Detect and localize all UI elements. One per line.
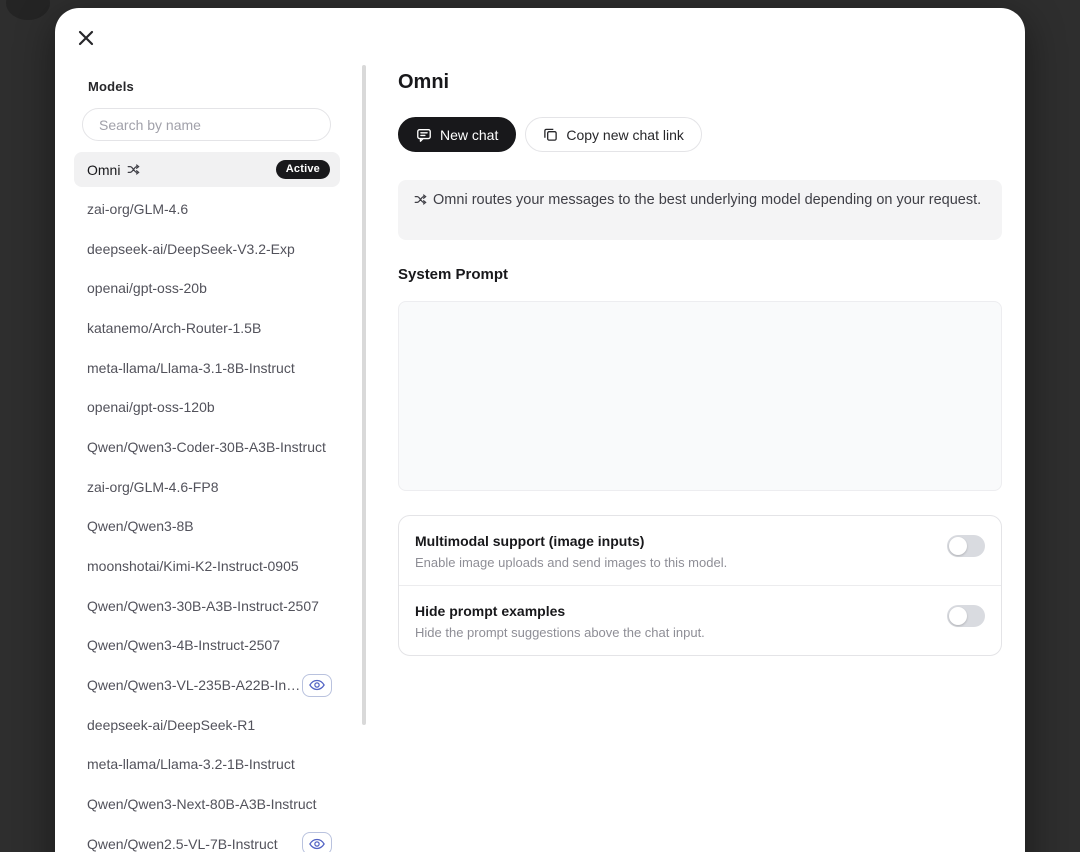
action-buttons: [398, 117, 702, 152]
setting-row-hide-examples: [399, 585, 1001, 655]
list-item[interactable]: [74, 229, 340, 269]
list-item[interactable]: [74, 745, 340, 785]
hide-examples-toggle[interactable]: [947, 605, 985, 627]
toggle-knob: [949, 537, 967, 555]
list-item[interactable]: [74, 268, 340, 308]
list-item[interactable]: [74, 507, 340, 547]
multimodal-toggle[interactable]: [947, 535, 985, 557]
list-item[interactable]: [74, 665, 340, 705]
model-name: Qwen/Qwen3-8B: [87, 518, 194, 535]
list-item[interactable]: [74, 427, 340, 467]
model-settings-modal: [55, 8, 1025, 852]
list-item[interactable]: [74, 387, 340, 427]
model-name: zai-org/GLM-4.6-FP8: [87, 478, 219, 495]
list-item[interactable]: [74, 784, 340, 824]
sidebar-item-omni[interactable]: [74, 152, 340, 187]
list-item[interactable]: [74, 546, 340, 586]
list-item[interactable]: [74, 824, 340, 852]
active-badge: Active: [276, 160, 330, 179]
eye-icon[interactable]: [302, 832, 332, 852]
setting-title: Multimodal support (image inputs): [415, 533, 645, 549]
background-shape: [6, 0, 50, 20]
copy-chat-link-button[interactable]: [525, 117, 702, 152]
setting-title: Hide prompt examples: [415, 603, 566, 619]
settings-card: [398, 515, 1002, 656]
chat-bubble-icon: [416, 127, 432, 143]
model-name: Qwen/Qwen3-4B-Instruct-2507: [87, 637, 280, 654]
route-icon: [127, 163, 140, 176]
sidebar-scrollbar[interactable]: [362, 65, 366, 725]
model-name: katanemo/Arch-Router-1.5B: [87, 319, 262, 336]
model-name: Qwen/Qwen3-Coder-30B-A3B-Instruct: [87, 438, 326, 455]
list-item[interactable]: [74, 586, 340, 626]
info-banner-text: Omni routes your messages to the best underlying model depending on your request.: [433, 192, 982, 208]
model-list: [74, 189, 340, 852]
list-item[interactable]: [74, 189, 340, 229]
list-item[interactable]: [74, 626, 340, 666]
model-name: zai-org/GLM-4.6: [87, 200, 189, 217]
list-item[interactable]: [74, 467, 340, 507]
list-item[interactable]: [74, 308, 340, 348]
models-sidebar: [55, 8, 375, 852]
model-name: deepseek-ai/DeepSeek-V3.2-Exp: [87, 240, 295, 257]
copy-icon: [543, 127, 558, 142]
eye-icon[interactable]: [302, 674, 332, 697]
toggle-knob: [949, 607, 967, 625]
info-banner: [398, 180, 1002, 240]
search-input[interactable]: [82, 108, 331, 141]
new-chat-label: New chat: [440, 126, 499, 143]
copy-chat-link-label: Copy new chat link: [566, 126, 684, 143]
route-icon: [414, 193, 427, 206]
sidebar-title: Models: [88, 79, 134, 94]
system-prompt-label: System Prompt: [398, 266, 509, 283]
model-name: openai/gpt-oss-20b: [87, 280, 207, 297]
model-name: moonshotai/Kimi-K2-Instruct-0905: [87, 558, 299, 575]
page-title: Omni: [398, 71, 450, 93]
model-name: Qwen/Qwen3-30B-A3B-Instruct-2507: [87, 597, 319, 614]
model-name: openai/gpt-oss-120b: [87, 399, 215, 416]
new-chat-button[interactable]: [398, 117, 516, 152]
setting-description: Enable image uploads and send images to this model.: [415, 555, 728, 570]
model-name: Qwen/Qwen3-VL-235B-A22B-In…: [87, 677, 301, 694]
list-item[interactable]: [74, 705, 340, 745]
setting-description: Hide the prompt suggestions above the chat input.: [415, 625, 705, 640]
model-name: deepseek-ai/DeepSeek-R1: [87, 716, 256, 733]
list-item[interactable]: [74, 348, 340, 388]
system-prompt-input[interactable]: [398, 301, 1002, 491]
model-name: Qwen/Qwen2.5-VL-7B-Instruct: [87, 835, 278, 852]
setting-row-multimodal: [399, 516, 1001, 585]
active-item-label: Omni: [87, 161, 121, 178]
model-name: Qwen/Qwen3-Next-80B-A3B-Instruct: [87, 796, 317, 813]
model-name: meta-llama/Llama-3.2-1B-Instruct: [87, 756, 295, 773]
model-name: meta-llama/Llama-3.1-8B-Instruct: [87, 359, 295, 376]
